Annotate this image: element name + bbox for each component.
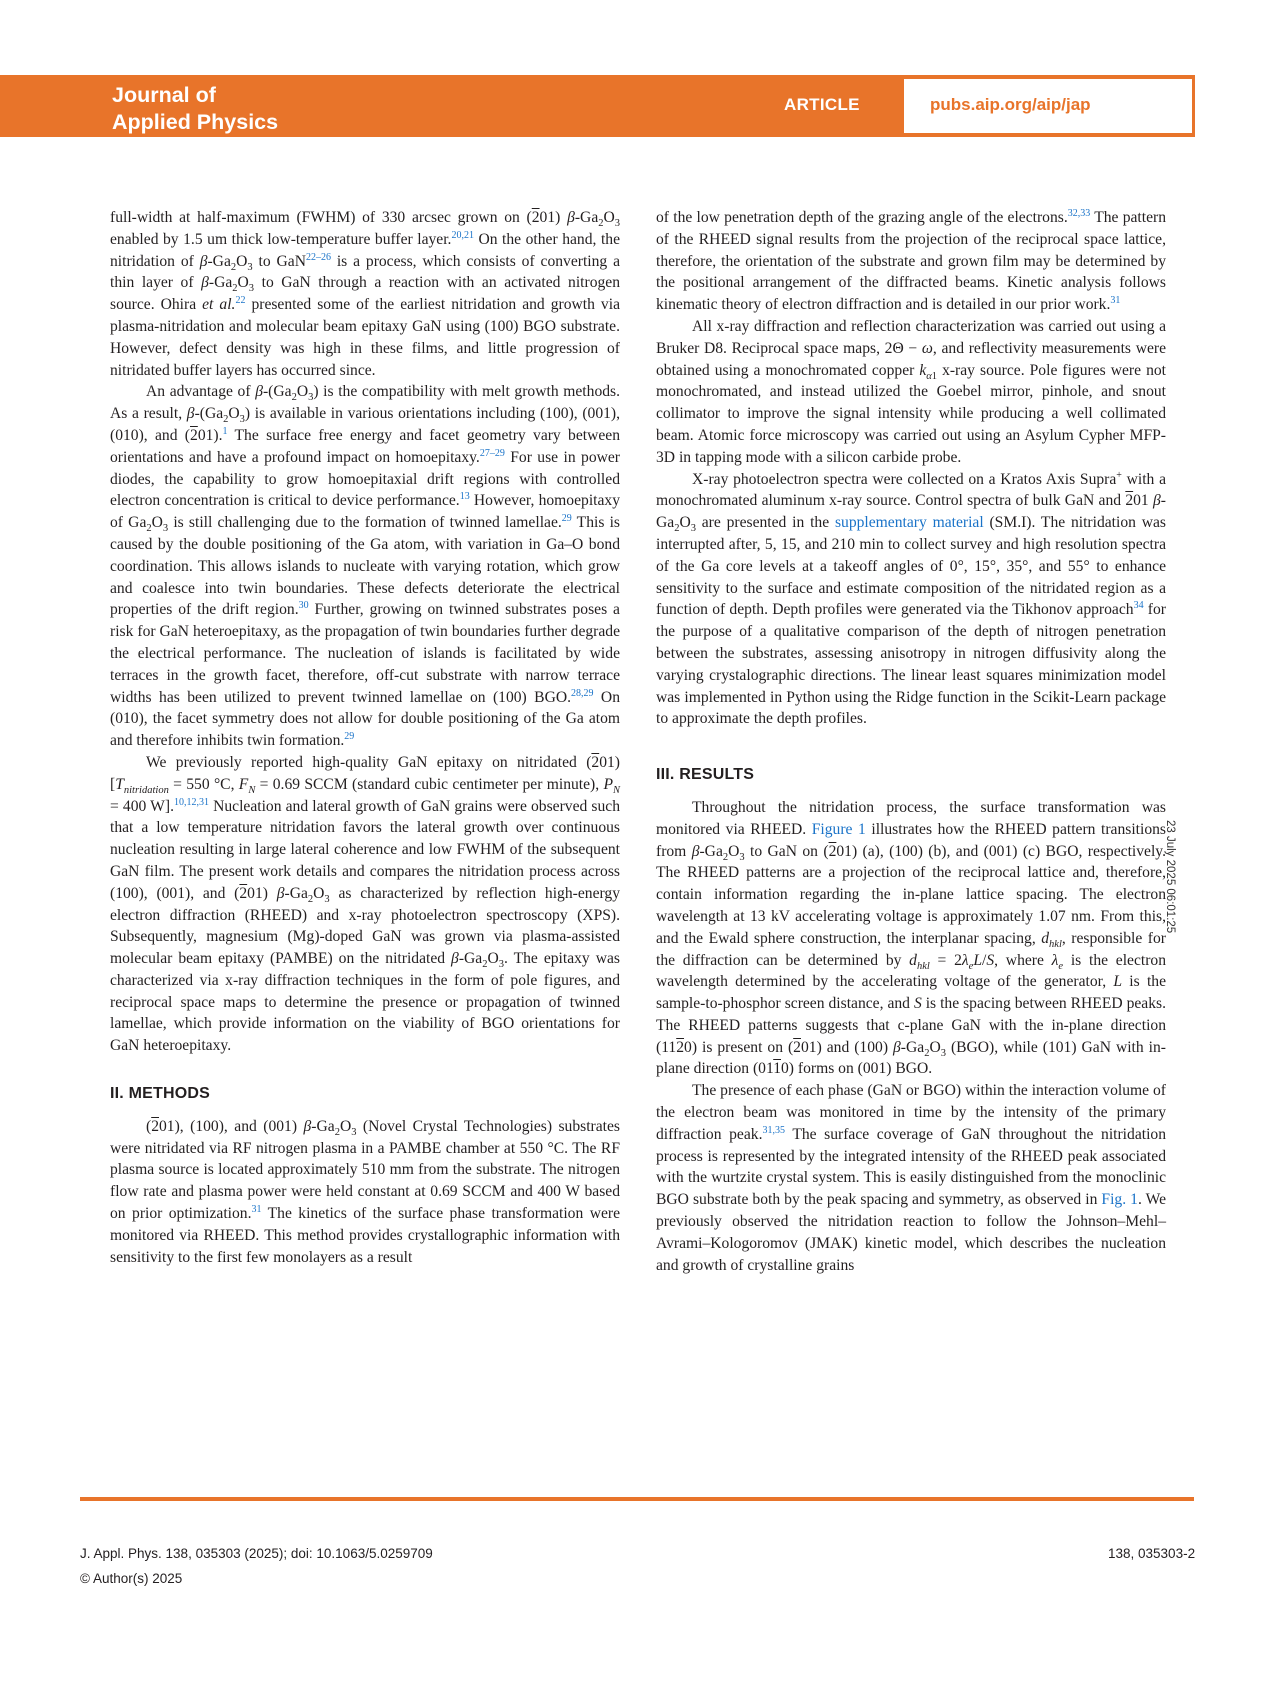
download-timestamp: 23 July 2025 06:01:25 [1164,820,1176,934]
figure-1-short-link[interactable]: Fig. 1 [1101,1191,1138,1209]
section-heading-methods: II. METHODS [110,1085,210,1103]
journal-title-line1: Journal of [112,83,216,107]
paragraph: X-ray photoelectron spectra were collected on a Kratos Axis Supra+ with a monochromated aluminum x-ray source. Control spectra of bulk GaN and 201 $\beta-Ga_2O_3$ are presented in the supplementary material (SM.I). The nitridation was interrupted after, 5, 15, and 210 min to collect survey and high resolution spectra of the Ga core levels at a takeoff angles of 0°, 15°, 35°, and 55° to enhance sensitivity to the surface and estimate composition of the nitridated region as a function of depth. Depth profiles were generated via the Tikhonov approach$^{34}$ for the purpose of a qualitative comparison of the depth of nitrogen penetration between the substrates, assessing anisotropy in nitrogen diffusivity along the varying crystalographic directions. The linear least squares minimization model was implemented in Python using the Ridge function in the Scikit-Learn package to approximate the depth profiles. [656,469,1166,728]
paragraph: An advantage of $\beta-(Ga_2O_3)$ is the compatibility with melt growth methods. As a result, $\beta-(Ga_2O_3)$ is available in various orientations including (100), (001), (010), and (201).$^1$ The surface free energy and facet geometry vary between orientations and have a profound impact on homoepitaxy.$^{27-29}$ For use in power diodes, the capability to grow homoepitaxial drift regions with controlled electron concentration is critical to device performance.$^{13}$ However, homoepitaxy of $Ga_2O_3$ is still challenging due to the formation of twinned lamellae.$^{29}$ This is caused by the double positioning of the Ga atom, with variation in Ga–O bond coordination. This allows islands to nucleate with varying rotation, which grow and coalesce into twin boundaries. These defects deteriorate the electrical properties of the drift region.$^{30}$ Further, growing on twinned substrates poses a risk for GaN heteroepitaxy, as the propagation of twin boundaries further degrade the electrical performance. The nucleation of islands is facilitated by wide terraces in the growth facet, therefore, off-cut substrate with narrow terrace widths has been utilized to prevent twinned lamellae on (100) BGO.$^{28,29}$ On (010), the facet symmetry does not allow for double positioning of the Ga atom and therefore inhibits twin formation.$^{29}$ [110,383,621,750]
section-heading-results: III. RESULTS [656,766,755,784]
journal-title [112,82,372,136]
footer-copyright: © Author(s) 2025 [80,1571,183,1586]
article-type-label: ARTICLE [784,95,860,114]
left-column [110,207,620,1268]
paragraph: The presence of each phase (GaN or BGO) within the interaction volume of the electron beam was monitored in time by the intensity of the primary diffraction peak.$^{31,35}$ The surface coverage of GaN throughout the nitridation process is represented by the integrated intensity of the RHEED peak associated with the wurtzite crystal system. This is easily distinguished from the monoclinic BGO substrate both by the peak spacing and symmetry, as observed in Fig. 1. We previously observed the nitridation reaction to follow the Johnson–Mehl–Avrami–Kologoromov (JMAK) kinetic model, which describes the nucleation and growth of crystalline grains [656,1082,1166,1274]
supplementary-material-link[interactable]: supplementary material [834,514,984,532]
footer-rule [80,1497,1194,1501]
paragraph: We previously reported high-quality GaN epitaxy on nitridated (201) [$T_{nitridation} = 550$ °C, $F_N = 0.69$ SCCM (standard cubic centimeter per minute), $P_N = 400$ W].$^{10,12,31}$ Nucleation and lateral growth of GaN grains were observed such that a low temperature nitridation favors the lateral growth over continuous nucleation resulting in large lateral coherence and low FWHM of the subsequent GaN film. The present work details and compares the nitridation process across (100), (001), and (201) $\beta-Ga_2O_3$ as characterized by reflection high-energy electron diffraction (RHEED) and x-ray photoelectron spectroscopy (XPS). Subsequently, magnesium (Mg)-doped GaN was grown via plasma-assisted molecular beam epitaxy (PAMBE) on the nitridated $\beta-Ga_2O_3$. The epitaxy was characterized via x-ray diffraction techniques in the form of pole figures, and reciprocal space maps to determine the presence or propagation of twinned lamellae, which provide information on the viability of BGO orientations for GaN heteroepitaxy. [110,753,620,1055]
paragraph: Throughout the nitridation process, the surface transformation was monitored via RHEED. Figure 1 illustrates how the RHEED pattern transitions from $\beta-Ga_2O_3$ to GaN on (201) (a), (100) (b), and (001) (c) BGO, respectively. The RHEED patterns are a projection of the reciprocal lattice and, therefore, contain information regarding the in-plane lattice spacing. The electron wavelength at 13 kV accelerating voltage is approximately 1.07 nm. From this, and the Ewald sphere construction, the interplanar spacing, $d_{hkl}$, responsible for the diffraction can be determined by $d_{hkl} = 2\lambda_eL/S$, where $\lambda_e$ is the electron wavelength determined by the accelerating voltage of the generator, L is the sample-to-phosphor screen distance, and S is the spacing between RHEED peaks. The RHEED patterns suggests that c-plane GaN with the in-plane direction (1120) is present on (201) and (100) $\beta-Ga_2O_3$ (BGO), while (101) GaN with in-plane direction (0110) forms on (001) BGO. [656,798,1167,1078]
figure-1-link[interactable]: Figure 1 [811,820,866,838]
paragraph: All x-ray diffraction and reflection characterization was carried out using a Bruker D8. Reciprocal space maps, 2Θ − ω, and reflectivity measurements were obtained using a monochromated copper $k_{\alpha 1}$ x-ray source. Pole figures were not monochromated, and instead utilized the Goebel mirror, pinhole, and snout collimator to improve the signal intensity while producing a well collimated beam. Atomic force microscopy was carried out using an Asylum Cypher MFP-3D in tapping mode with a silicon carbide probe. [656,317,1166,466]
footer-citation: J. Appl. Phys. 138, 035303 (2025); doi: 10.1063/5.0259709 [80,1546,433,1561]
journal-title-line2: Applied Physics [112,110,279,134]
footer-page-number: 138, 035303-2 [1108,1546,1196,1561]
paragraph: (201), (100), and (001) $\beta-Ga_2O_3$ (Novel Crystal Technologies) substrates were nitridated via RF nitrogen plasma in a PAMBE chamber at 550 °C. The RF plasma source is located approximately 510 mm from the substrate. The nitrogen flow rate and plasma power were held constant at 0.69 SCCM and 400 W based on prior optimization.$^{31}$ The kinetics of the surface phase transformation were monitored via RHEED. This method provides crystallographic information with sensitivity to the first few monolayers as a result [110,1117,620,1266]
paragraph: of the low penetration depth of the grazing angle of the electrons.$^{32,33}$ The pattern of the RHEED signal results from the projection of the reciprocal space lattice, therefore, the orientation of the substrate and grown film may be determined by the positional arrangement of the diffracted beams. Kinetic analysis follows kinematic theory of electron diffraction and is detailed in our prior work.$^{31}$ [656,207,1167,314]
paragraph: full-width at half-maximum (FWHM) of 330 arcsec grown on (201) $\beta-Ga_2O_3$ enabled by 1.5 um thick low-temperature buffer layer.$^{20,21}$ On the other hand, the nitridation of $\beta-Ga_2O_3$ to GaN$^{22-26}$ is a process, which consists of converting a thin layer of $\beta-Ga_2O_3$ to GaN through a reaction with an activated nitrogen source. Ohira et al.$^{22}$ presented some of the earliest nitridation and growth via plasma-nitridation and molecular beam epitaxy GaN using (100) BGO substrate. However, defect density was high in these films, and little progression of nitridated buffer layers has occurred since. [110,209,621,379]
right-column [656,207,1166,1276]
journal-url-link[interactable]: pubs.aip.org/aip/jap [930,95,1091,114]
